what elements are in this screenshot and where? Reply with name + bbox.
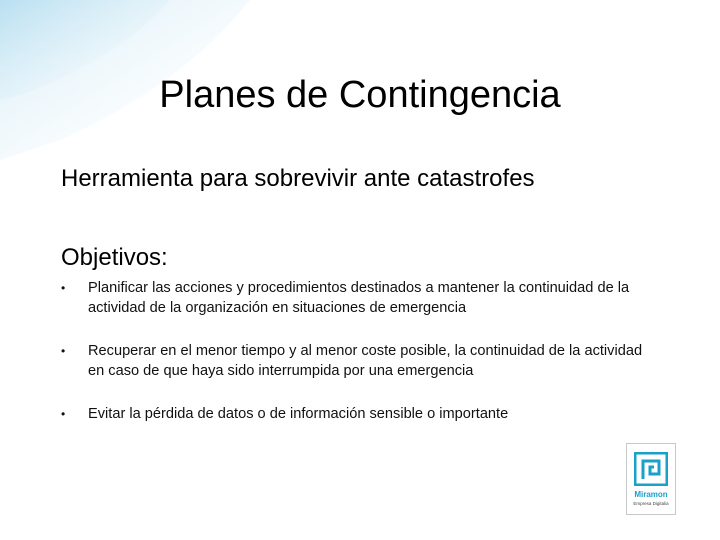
bullet-text: Evitar la pérdida de datos o de información sensible o importante [88, 406, 509, 422]
list-item [61, 278, 661, 318]
bullet-icon: • [61, 407, 66, 421]
slide-subtitle: Herramienta para sobrevivir ante catastrofes [61, 165, 535, 192]
bullet-text: Planificar las acciones y procedimientos destinados a mantener la continuidad de la actividad de la organización en situaciones de emergencia [88, 280, 630, 316]
objectives-heading: Objetivos: [61, 244, 168, 271]
bullet-icon: • [61, 281, 66, 295]
logo-name: Miramon [634, 490, 668, 499]
list-item [61, 404, 661, 424]
company-logo [626, 443, 676, 515]
slide-title: Planes de Contingencia [159, 74, 561, 116]
logo-tagline: Empresa Digitalia [633, 501, 669, 506]
bullet-icon: • [61, 344, 66, 358]
objectives-list [61, 278, 661, 424]
list-item [61, 341, 661, 381]
bullet-text: Recuperar en el menor tiempo y al menor coste posible, la continuidad de la actividad en caso de que haya sido interrumpida por una emergencia [88, 343, 643, 379]
miramon-logo-icon [634, 452, 668, 486]
